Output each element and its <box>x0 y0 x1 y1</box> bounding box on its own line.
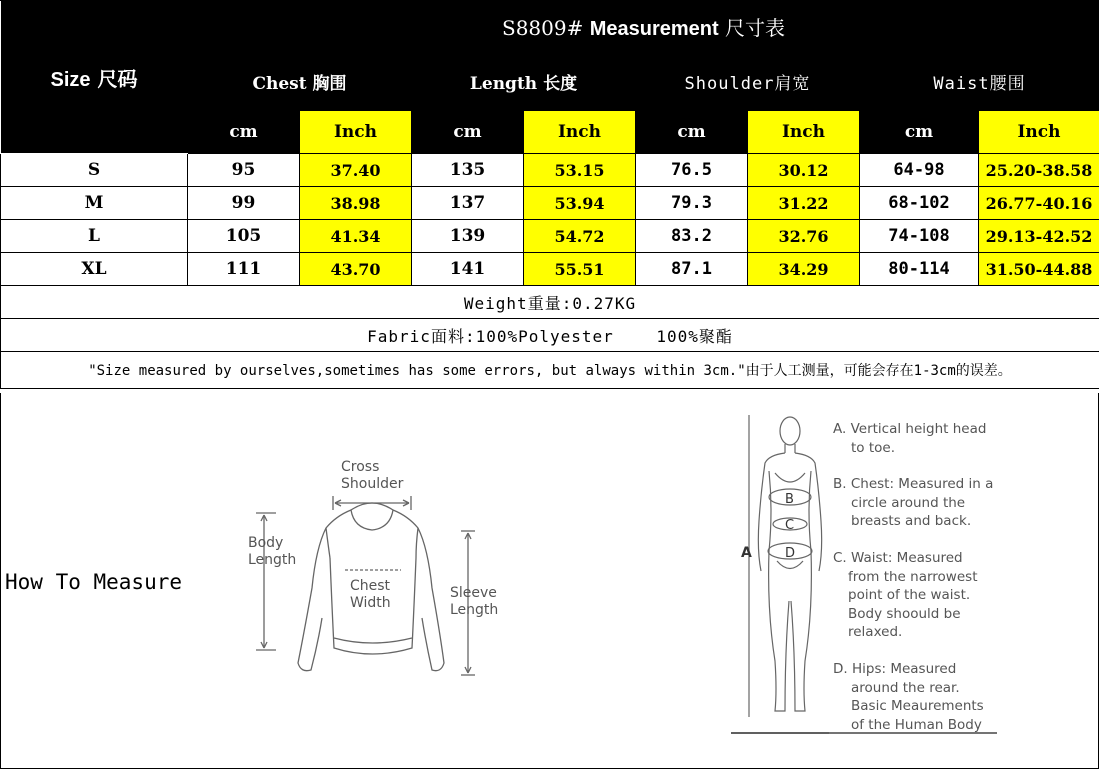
product-code: S8809# <box>502 16 584 40</box>
how-to-measure-section <box>0 393 1099 769</box>
size-label-cn: 尺码 <box>97 66 138 91</box>
shoulder-inch-cell: 30.12 <box>748 154 860 187</box>
description-d: D. Hips: Measured around the rear. Basic Meaurements of the Human Body <box>833 661 984 733</box>
how-to-measure-title: How To Measure <box>5 570 183 594</box>
measurement-note: "Size measured by ourselves,sometimes has some errors, but always within 3cm."由于人工测量，可能会存在1-3cm的误差。 <box>1 352 1099 389</box>
waist-cm-cell: 80-114 <box>860 253 979 286</box>
waist-group-header: Waist腰围 <box>860 53 1099 111</box>
chest-cm-cell: 95 <box>188 154 300 187</box>
length-cm-cell: 141 <box>412 253 524 286</box>
waist-cm-cell: 64-98 <box>860 154 979 187</box>
description-a: A. Vertical height head to toe. <box>833 421 987 456</box>
marker-c: C <box>785 518 795 533</box>
marker-a: A <box>741 545 752 561</box>
body-length-label: Body Length <box>248 535 297 568</box>
length-cm-cell: 137 <box>412 187 524 220</box>
unit-inch: Inch <box>979 111 1099 154</box>
shoulder-inch-cell: 32.76 <box>748 220 860 253</box>
marker-b: B <box>785 492 794 507</box>
length-group-header: Length 长度 <box>412 53 636 111</box>
shoulder-cm-cell: 79.3 <box>636 187 748 220</box>
shoulder-inch-cell: 34.29 <box>748 253 860 286</box>
shoulder-cm-cell: 83.2 <box>636 220 748 253</box>
waist-cm-cell: 74-108 <box>860 220 979 253</box>
unit-inch: Inch <box>748 111 860 154</box>
length-inch-cell: 53.15 <box>524 154 636 187</box>
waist-inch-cell: 26.77-40.16 <box>979 187 1099 220</box>
shoulder-group-header: Shoulder肩宽 <box>636 53 860 111</box>
waist-inch-cell: 29.13-42.52 <box>979 220 1099 253</box>
unit-cm: cm <box>412 111 524 154</box>
chest-inch-cell: 43.70 <box>300 253 412 286</box>
chest-inch-cell: 38.98 <box>300 187 412 220</box>
table-row <box>1 253 1099 286</box>
sleeve-length-label: Sleeve Length <box>450 585 499 618</box>
unit-inch: Inch <box>524 111 636 154</box>
body-diagram <box>729 411 829 741</box>
length-inch-cell: 53.94 <box>524 187 636 220</box>
size-cell: S <box>1 154 188 187</box>
chest-cm-cell: 99 <box>188 187 300 220</box>
length-cm-cell: 139 <box>412 220 524 253</box>
size-label: Size <box>50 68 91 91</box>
waist-inch-cell: 25.20-38.58 <box>979 154 1099 187</box>
weight-row: Weight重量:0.27KG <box>1 286 1099 319</box>
shoulder-inch-cell: 31.22 <box>748 187 860 220</box>
chest-group-header: Chest 胸围 <box>188 53 412 111</box>
size-cell: L <box>1 220 188 253</box>
unit-cm: cm <box>860 111 979 154</box>
length-inch-cell: 54.72 <box>524 220 636 253</box>
table-row <box>1 220 1099 253</box>
cross-shoulder-label: Cross Shoulder <box>341 459 404 492</box>
table-row <box>1 154 1099 187</box>
description-c: C. Waist: Measured from the narrowest point of the waist. Body shoould be relaxed. <box>833 550 978 640</box>
length-cm-cell: 135 <box>412 154 524 187</box>
size-cell: M <box>1 187 188 220</box>
chest-width-label: Chest Width <box>350 578 391 611</box>
shoulder-cm-cell: 87.1 <box>636 253 748 286</box>
table-title <box>188 1 1099 53</box>
title-text-cn: 尺寸表 <box>725 16 786 40</box>
unit-inch: Inch <box>300 111 412 154</box>
table-row <box>1 187 1099 220</box>
length-inch-cell: 55.51 <box>524 253 636 286</box>
fabric-row: Fabric面料:100%Polyester 100%聚酯 <box>1 319 1099 352</box>
waist-cm-cell: 68-102 <box>860 187 979 220</box>
chest-cm-cell: 111 <box>188 253 300 286</box>
chest-inch-cell: 37.40 <box>300 154 412 187</box>
size-header-cell <box>1 1 188 154</box>
waist-inch-cell: 31.50-44.88 <box>979 253 1099 286</box>
chest-inch-cell: 41.34 <box>300 220 412 253</box>
description-b: B. Chest: Measured in a circle around the breasts and back. <box>833 476 994 529</box>
shoulder-cm-cell: 76.5 <box>636 154 748 187</box>
size-cell: XL <box>1 253 188 286</box>
marker-d: D <box>785 546 796 561</box>
title-text: Measurement <box>589 18 719 40</box>
chest-cm-cell: 105 <box>188 220 300 253</box>
unit-cm: cm <box>188 111 300 154</box>
unit-cm: cm <box>636 111 748 154</box>
